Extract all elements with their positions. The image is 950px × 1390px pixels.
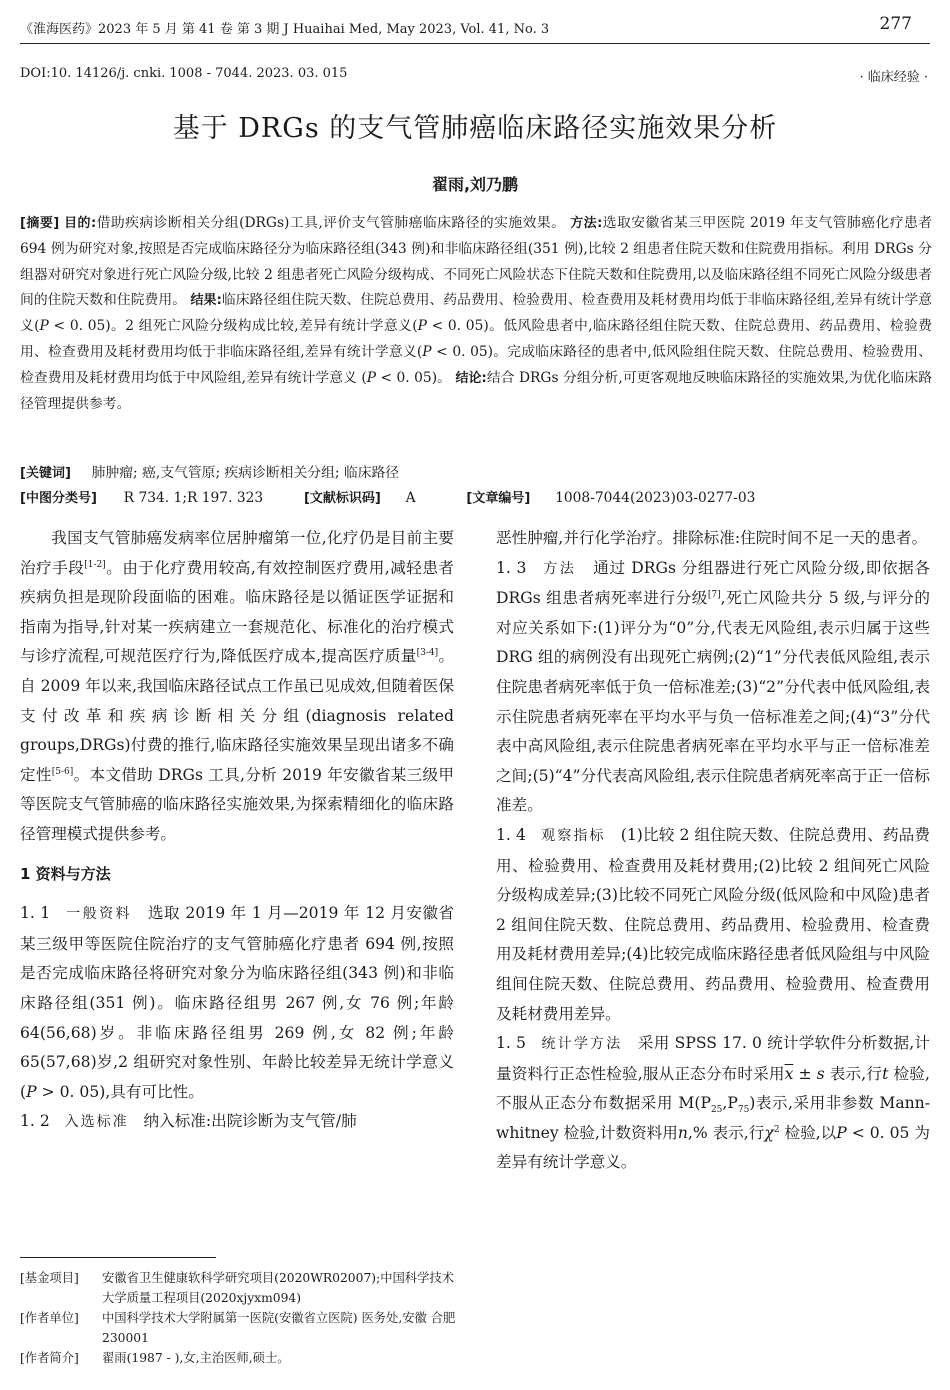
p-symbol: P bbox=[417, 318, 427, 335]
p-symbol: P bbox=[26, 1082, 37, 1101]
subsection-text: 选取 2019 年 1 月—2019 年 12 月安徽省某三级甲等医院住院治疗的支气管肺癌化疗患者 694 例,按照是否完成临床路径将研究对象分为临床路径组(343 例)和非临床路径组(351 例)。临床路径组男 267 例,女 76 例;年龄 64(56,68)岁。非临床路径组男 269 例,女 82 例;年龄 65(57,68)岁,2 组研究对象性别、年龄比较差异无统计学意义( bbox=[20, 904, 454, 1101]
abstract-label: [摘要] bbox=[20, 216, 60, 231]
p-tail: < 0. 05)。 bbox=[426, 318, 504, 335]
conclusion-label: 结论: bbox=[455, 370, 487, 386]
p-symbol: P bbox=[366, 369, 377, 386]
subsection-number: 1. 3 bbox=[496, 558, 527, 577]
intro-text-2: 。由于化疗费用较高,有效控制医疗费用,减轻患者疾病负担是现阶段面临的困难。临床路径是以循证医学证据和指南为指导,针对某一疾病建立一套规范化、标准化的治疗模式与诊疗流程,可规范医疗行为,降低医疗成本,提高医疗质量 bbox=[20, 558, 454, 666]
intro-text-1: 我国支气管肺癌发病率位居肿瘤第一位,化疗仍是目前主要治疗手段 bbox=[20, 529, 454, 577]
results-label: 结果: bbox=[190, 293, 222, 309]
subsection-1-5 bbox=[496, 1029, 930, 1178]
superscript: 2 bbox=[773, 1124, 780, 1135]
keywords-row bbox=[20, 461, 399, 481]
footnote-text: 翟雨(1987 - ),女,主治医师,硕士。 bbox=[102, 1351, 290, 1365]
journal-header: 《淮海医药》2023 年 5 月 第 41 卷 第 3 期 J Huaihai Med, May 2023, Vol. 41, No. 3 bbox=[20, 22, 550, 37]
p-tail: < 0. 05)。 bbox=[48, 318, 126, 335]
subsection-label: 入选标准 bbox=[64, 1114, 129, 1131]
subsection-number: 1. 2 bbox=[20, 1112, 50, 1131]
subscript: 25 bbox=[710, 1105, 723, 1116]
t-symbol: t bbox=[882, 1064, 889, 1083]
results-text-2: 2 组死亡风险分级构成比较,差异有统计学意义( bbox=[125, 318, 418, 335]
footnote-rule bbox=[20, 1257, 216, 1258]
mean-symbol: $\overline{x}$ bbox=[784, 1064, 794, 1083]
doc-code-label: [文献标识码] bbox=[303, 491, 381, 506]
abstract bbox=[20, 211, 932, 417]
subsection-1-2-cont bbox=[496, 524, 930, 554]
intro-paragraph bbox=[20, 524, 454, 850]
footnotes bbox=[20, 1268, 460, 1368]
subsection-1-3 bbox=[496, 554, 930, 821]
footnote-label: [基金项目] bbox=[20, 1271, 79, 1285]
objective-label: 目的: bbox=[64, 216, 97, 231]
sd-symbol: s bbox=[816, 1064, 825, 1083]
article-no-label: [文章编号] bbox=[466, 491, 531, 506]
subsection-1-4 bbox=[496, 821, 930, 1029]
objective-text: 借助疾病诊断相关分组(DRGs)工具,评价支气管肺癌临床路径的实施效果。 bbox=[96, 215, 566, 231]
clc-value: R 734. 1;R 197. 323 bbox=[123, 490, 264, 506]
citation: [3-4] bbox=[416, 648, 439, 659]
citation: [1-2] bbox=[84, 559, 106, 570]
subsection-text: ,死亡风险共分 5 级,与评分的对应关系如下:(1)评分为“0”分,代表无风险组,表示归属于这些 DRG 组的病例没有出现死亡病例;(2)“1”分代表低风险组,表示住院患者病死率低于负一倍标准差;(3)“2”分代表中低风险组,表示住院患者病死率在平均水平与负一倍标准差之间;(4)“3”分代表中高风险组,表示住院患者病死率在平均水平与正一倍标准差之间;(5)“4”分代表高风险组,表示住院患者病死率高于正一倍标准差。 bbox=[496, 589, 930, 815]
keywords-text: 肺肿瘤; 癌,支气管原; 疾病诊断相关分组; 临床路径 bbox=[91, 465, 400, 481]
footnote-funding bbox=[20, 1268, 460, 1308]
footnote-text: 中国科学技术大学附属第一医院(安徽省立医院) 医务处,安徽 合肥 230001 bbox=[102, 1311, 456, 1345]
subsection-number: 1. 5 bbox=[496, 1034, 526, 1053]
footnote-affiliation bbox=[20, 1308, 460, 1348]
article-no-value: 1008-7044(2023)03-0277-03 bbox=[555, 490, 756, 506]
p-symbol: P bbox=[836, 1123, 847, 1142]
results-text-4: 完成临床路径的患者中,低风险组住院天数、住院总费用、检验费用、检查费用及耗材费用均低于中风险组,差异有统计学意义 ( bbox=[20, 343, 932, 386]
subsection-text: 检验,以 bbox=[779, 1123, 837, 1142]
paper-title: 基于 DRGs 的支气管肺癌临床路径实施效果分析 bbox=[172, 113, 778, 144]
conclusion-text: 结合 DRGs 分组分析,可更客观地反映临床路径的实施效果,为优化临床路径管理提供参考。 bbox=[20, 369, 933, 412]
subsection-text: ,P bbox=[722, 1094, 738, 1113]
classification-row bbox=[20, 487, 755, 506]
subsection-text: 检验,不服从正态分布数据采用 M(P bbox=[496, 1064, 930, 1113]
footnote-label: [作者单位] bbox=[20, 1311, 79, 1325]
footnote-label: [作者简介] bbox=[20, 1351, 79, 1365]
doc-code-value: A bbox=[405, 490, 416, 506]
plus-minus: ± bbox=[793, 1064, 817, 1083]
subsection-text: 表示,行 bbox=[824, 1064, 883, 1083]
intro-text-4: 。本文借助 DRGs 工具,分析 2019 年安徽省某三级甲等医院支气管肺癌的临床路径实施效果,为探索精细化的临床路径管理模式提供参考。 bbox=[20, 765, 454, 843]
results-text-1: 临床路径组住院天数、住院总费用、药品费用、检验费用、检查费用及耗材费用均低于非临床路径组,差异有统计学意义( bbox=[20, 292, 933, 335]
subsection-text: 纳入标准:出院诊断为支气管/肺 bbox=[143, 1112, 357, 1131]
methods-text: 选取安徽省某三甲医院 2019 年支气管肺癌化疗患者 694 例为研究对象,按照是否完成临床路径分为临床路径组(343 例)和非临床路径组(351 例),比较 2 组患者住院天数和住院费用指标。利用 DRGs 分组器对研究对象进行死亡风险分级,比较 2 组患者死亡风险分级构成、不同死亡风险状态下住院天数和住院费用,以及临床路径组不同死亡风险分级患者间的住院天数和住院费用。 bbox=[20, 215, 933, 309]
subsection-label: 一般资料 bbox=[66, 906, 132, 923]
footnote-author-bio bbox=[20, 1348, 460, 1368]
subsection-text: 通过 DRGs 分组器进行死亡风险分级,即依据各 DRGs 组患者病死率进行分级 bbox=[496, 558, 931, 608]
page-number: 277 bbox=[879, 14, 912, 34]
doi: DOI:10. 14126/j. cnki. 1008 - 7044. 2023. 03. 015 bbox=[20, 66, 348, 81]
clc-label: [中图分类号] bbox=[20, 491, 97, 506]
n-symbol: n bbox=[677, 1123, 688, 1142]
subsection-text: )表示,采用非参数 Mann-whitney 检验,计数资料用 bbox=[496, 1094, 930, 1142]
subsection-label: 观察指标 bbox=[541, 827, 606, 844]
citation: [5-6] bbox=[51, 766, 74, 777]
body-left-column bbox=[20, 524, 454, 1138]
subsection-number: 1. 1 bbox=[20, 904, 51, 923]
p-tail: > 0. 05),具有可比性。 bbox=[36, 1082, 204, 1101]
methods-label: 方法: bbox=[570, 216, 603, 231]
subsection-1-1 bbox=[20, 899, 454, 1107]
p-tail: < 0. 05)。 bbox=[431, 343, 508, 360]
p-tail: < 0. 05)。 bbox=[376, 369, 451, 386]
subsection-text: ,% 表示,行 bbox=[687, 1123, 765, 1142]
citation: [7] bbox=[707, 590, 721, 601]
subsection-text: 恶性肿瘤,并行化学治疗。排除标准:住院时间不足一天的患者。 bbox=[496, 529, 928, 547]
subsection-label: 方法 bbox=[543, 560, 577, 577]
subsection-number: 1. 4 bbox=[496, 825, 526, 844]
footnote-text: 安徽省卫生健康软科学研究项目(2020WR02007);中国科学技术大学质量工程项目(2020xjyxm094) bbox=[102, 1271, 454, 1305]
body-right-column bbox=[496, 524, 930, 1178]
authors: 翟雨,刘乃鹏 bbox=[431, 175, 519, 194]
results-text-3: 低风险患者中,临床路径组住院天数、住院总费用、药品费用、检验费用、检查费用及耗材费用均低于非临床路径组,差异有统计学意义( bbox=[20, 318, 932, 360]
subsection-label: 统计学方法 bbox=[541, 1036, 623, 1053]
chi-symbol: χ bbox=[764, 1123, 774, 1142]
subsection-text: 采用 SPSS 17. 0 统计学软件分析数据,计量资料行正态性检验,服从正态分布时采用 bbox=[496, 1034, 930, 1083]
intro-text-3: 。自 2009 年以来,我国临床路径试点工作虽已见成效,但随着医保支付改革和疾病诊断相关分组(diagnosis related groups,DRGs)付费的推行,临床路径实施效果呈现出诸多不确定性 bbox=[20, 647, 454, 784]
p-symbol: P bbox=[39, 318, 49, 335]
subsection-1-2-start bbox=[20, 1107, 454, 1138]
subsection-text: < 0. 05 为差异有统计学意义。 bbox=[496, 1123, 930, 1172]
section-tag: · 临床经验 · bbox=[859, 70, 928, 85]
p-symbol: P bbox=[422, 343, 432, 360]
keywords-label: [关键词] bbox=[20, 466, 71, 481]
subsection-text: (1)比较 2 组住院天数、住院总费用、药品费用、检验费用、检查费用及耗材费用;(2)比较 2 组间死亡风险分级构成差异;(3)比较不同死亡风险分级(低风险和中风险)患者 2 组间住院天数、住院总费用、药品费用、检验费用、检查费用及耗材费用差异;(4)比较完成临床路径患者低风险组与中风险组间住院天数、住院总费用、药品费用、检验费用、检查费用及耗材费用差异。 bbox=[496, 825, 930, 1023]
header-rule bbox=[20, 43, 930, 44]
section-heading: 1 资料与方法 bbox=[20, 864, 111, 883]
subscript: 75 bbox=[737, 1105, 750, 1116]
